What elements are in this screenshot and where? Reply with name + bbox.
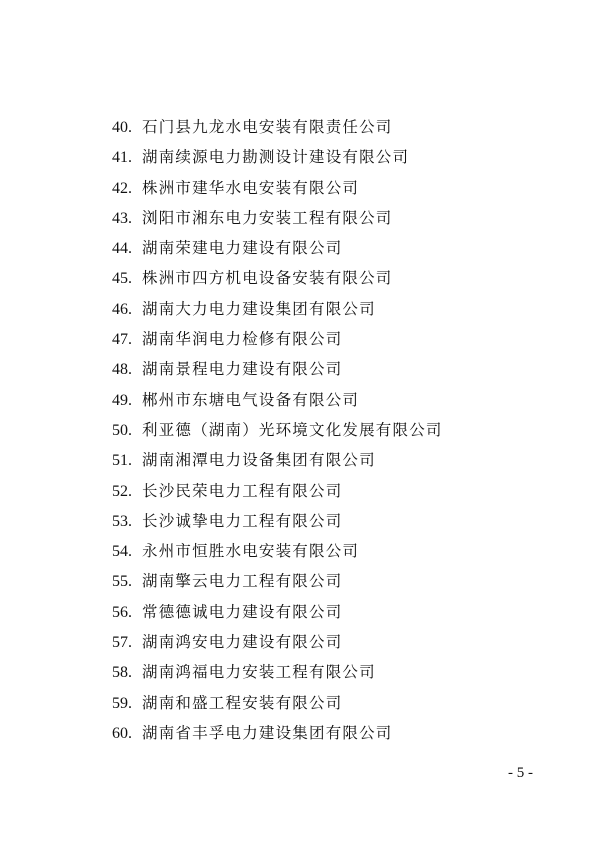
list-item (112, 354, 443, 384)
item-name: 湖南省丰孚电力建设集团有限公司 (142, 723, 393, 742)
item-name: 湖南湘潭电力设备集团有限公司 (142, 451, 376, 470)
list-item (112, 173, 443, 203)
item-number: 41. (112, 149, 132, 167)
item-number: 45. (112, 270, 132, 288)
item-number: 60. (112, 724, 132, 742)
item-name: 湖南续源电力勘测设计建设有限公司 (142, 148, 410, 167)
list-item (112, 203, 443, 233)
item-name: 株洲市建华水电安装有限公司 (142, 178, 360, 197)
item-name: 永州市恒胜水电安装有限公司 (142, 542, 360, 561)
item-name: 石门县九龙水电安装有限责任公司 (142, 118, 393, 136)
list-item (112, 445, 443, 475)
list-item (112, 415, 443, 445)
item-number: 55. (112, 573, 132, 591)
list-item (112, 566, 443, 596)
list-item (112, 324, 443, 354)
list-item (112, 718, 443, 748)
item-number: 47. (112, 331, 132, 349)
item-name: 湖南鸿安电力建设有限公司 (142, 633, 343, 652)
item-name: 湖南景程电力建设有限公司 (142, 360, 343, 379)
item-number: 51. (112, 452, 132, 470)
item-name: 湖南荣建电力建设有限公司 (142, 239, 343, 258)
list-item (112, 536, 443, 566)
item-name: 湖南和盛工程安装有限公司 (142, 693, 343, 712)
item-number: 44. (112, 240, 132, 258)
item-number: 54. (112, 543, 132, 561)
item-name: 湖南擎云电力工程有限公司 (142, 572, 343, 591)
list-item (112, 385, 443, 415)
item-number: 48. (112, 361, 132, 379)
item-number: 50. (112, 421, 132, 439)
item-name: 长沙民荣电力工程有限公司 (142, 481, 343, 500)
item-number: 57. (112, 634, 132, 652)
page-number: - 5 - (508, 765, 533, 781)
list-item (112, 657, 443, 687)
item-number: 58. (112, 664, 132, 682)
list-item (112, 112, 443, 142)
list-item (112, 294, 443, 324)
item-name: 湖南鸿福电力安装工程有限公司 (142, 663, 376, 682)
item-number: 49. (112, 391, 132, 409)
item-name: 浏阳市湘东电力安装工程有限公司 (142, 208, 393, 227)
item-name: 利亚德（湖南）光环境文化发展有限公司 (142, 420, 443, 439)
list-item (112, 476, 443, 506)
list-item (112, 142, 443, 172)
item-number: 52. (112, 482, 132, 500)
list-item (112, 506, 443, 536)
list-item (112, 627, 443, 657)
item-name: 湖南华润电力检修有限公司 (142, 330, 343, 349)
item-number: 46. (112, 300, 132, 318)
company-list (112, 112, 443, 748)
item-number: 59. (112, 694, 132, 712)
list-item (112, 688, 443, 718)
list-item (112, 597, 443, 627)
item-number: 43. (112, 209, 132, 227)
item-number: 56. (112, 603, 132, 621)
list-item (112, 233, 443, 263)
item-number: 40. (112, 119, 132, 136)
list-item (112, 263, 443, 293)
item-name: 常德德诚电力建设有限公司 (142, 602, 343, 621)
item-number: 42. (112, 179, 132, 197)
item-name: 湖南大力电力建设集团有限公司 (142, 299, 376, 318)
item-name: 长沙诚挚电力工程有限公司 (142, 511, 343, 530)
item-name: 郴州市东塘电气设备有限公司 (142, 390, 360, 409)
item-name: 株洲市四方机电设备安装有限公司 (142, 269, 393, 288)
item-number: 53. (112, 512, 132, 530)
